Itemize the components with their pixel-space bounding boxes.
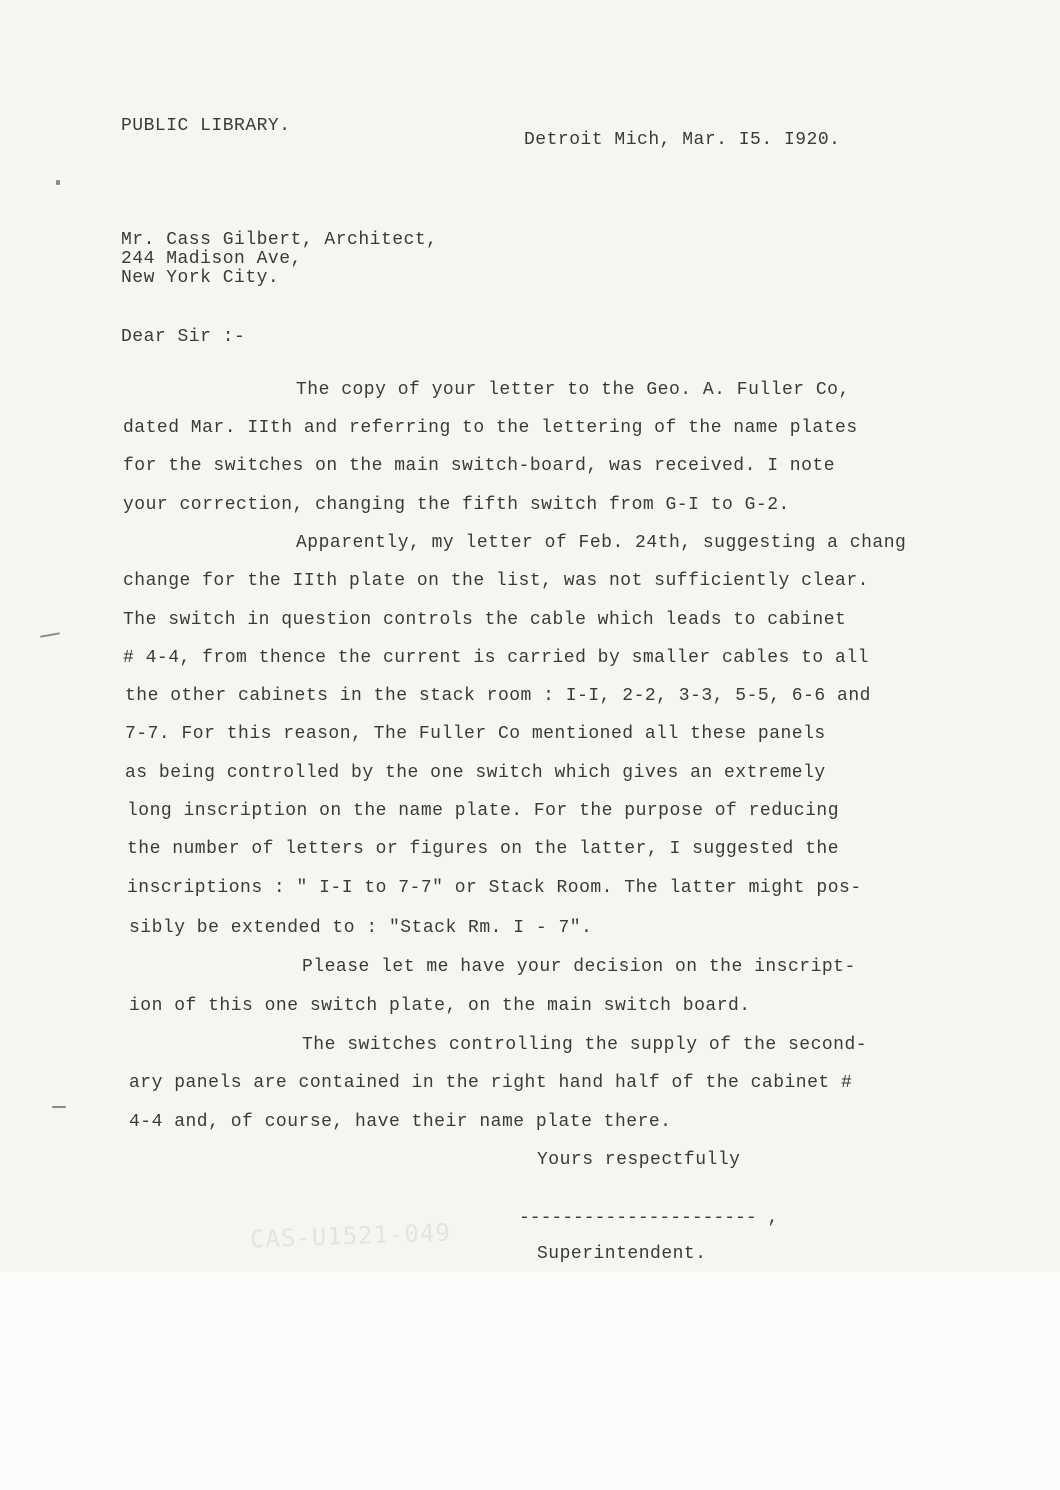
body-line: # 4-4, from thence the current is carried by smaller cables to all	[123, 648, 869, 668]
body-line: The copy of your letter to the Geo. A. Fuller Co,	[296, 380, 850, 400]
hole-punch-mark	[56, 180, 60, 185]
body-line: 4-4 and, of course, have their name plate there.	[129, 1112, 672, 1132]
body-line: inscriptions : " I-I to 7-7" or Stack Room. The latter might pos-	[127, 878, 862, 898]
recipient-line: New York City.	[121, 268, 280, 288]
body-line: Please let me have your decision on the inscript-	[302, 957, 856, 977]
body-line: change for the IIth plate on the list, was not sufficiently clear.	[123, 571, 869, 591]
body-line: the other cabinets in the stack room : I-I, 2-2, 3-3, 5-5, 6-6 and	[125, 686, 871, 706]
body-line: long inscription on the name plate. For the purpose of reducing	[127, 801, 840, 821]
page-margin	[0, 1272, 1060, 1490]
body-line: The switch in question controls the cable which leads to cabinet	[123, 610, 847, 630]
body-line: The switches controlling the supply of the second-	[302, 1035, 868, 1055]
closing: Yours respectfully	[537, 1150, 741, 1170]
hole-punch-mark	[52, 1106, 66, 1108]
body-line: for the switches on the main switch-board, was received. I note	[123, 456, 836, 476]
letterhead: PUBLIC LIBRARY.	[121, 116, 291, 136]
dateline: Detroit Mich, Mar. I5. I920.	[524, 130, 841, 150]
body-line: ary panels are contained in the right hand half of the cabinet #	[129, 1073, 853, 1093]
body-line: your correction, changing the fifth switch from G-I to G-2.	[123, 495, 790, 515]
body-line: 7-7. For this reason, The Fuller Co mentioned all these panels	[125, 724, 826, 744]
body-line: sibly be extended to : "Stack Rm. I - 7".	[129, 918, 593, 938]
body-line: dated Mar. IIth and referring to the lettering of the name plates	[123, 418, 858, 438]
body-line: the number of letters or figures on the latter, I suggested the	[127, 839, 840, 859]
recipient-line: Mr. Cass Gilbert, Architect,	[121, 230, 438, 250]
signature-title: Superintendent.	[537, 1244, 707, 1264]
faint-archive-stamp: CAS-U1521-049	[249, 1218, 452, 1254]
body-line: ion of this one switch plate, on the main switch board.	[129, 996, 751, 1016]
recipient-line: 244 Madison Ave,	[121, 249, 302, 269]
signature-line: ---------------------- ,	[519, 1208, 779, 1228]
salutation: Dear Sir :-	[121, 327, 246, 347]
body-line: as being controlled by the one switch which gives an extremely	[125, 763, 826, 783]
body-line: Apparently, my letter of Feb. 24th, suggesting a chang	[296, 533, 907, 553]
